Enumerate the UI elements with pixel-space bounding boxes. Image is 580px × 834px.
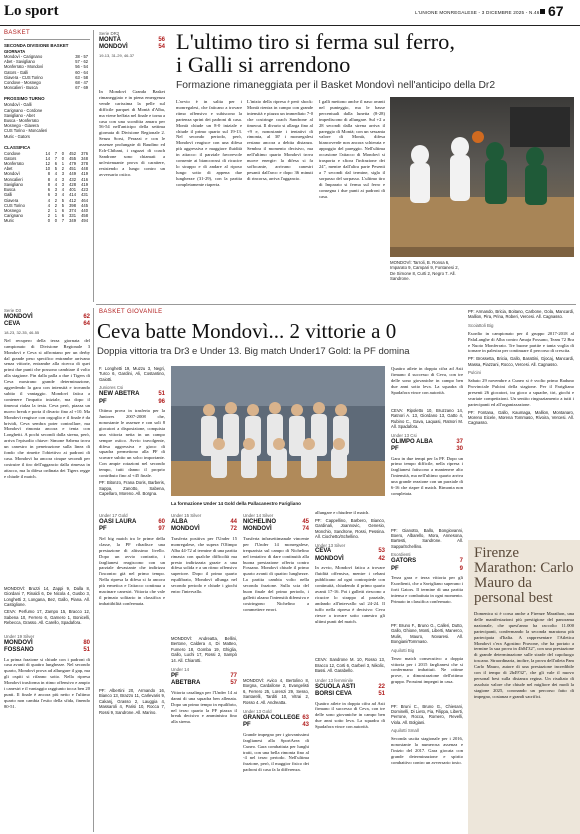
top-story-col-3b: L'inizio della ripresa è però shock: Montà rientra in campo con grande intensità e piazza un immediato 7-0 che costringe coach Sandrone al timeout. Il divario si allarga fino al +9 e, nonostante i tentativi di rimonta, al 30' i monregalesi restano ancora a debita distanza. Sembra il momento decisivo, ma nell'ultimo quarto Mondovì trova nuove energie: la difesa si fa soffocante, arrivano canestri pesanti dall'arco e dopo 36 minuti di rincorsa, arriva l'aggancio. bbox=[247, 99, 313, 181]
table-row: Mondovì - Galli bbox=[4, 102, 32, 108]
kicker-youth: BASKET GIOVANILE bbox=[99, 309, 163, 315]
marathon-sidebox bbox=[468, 540, 580, 834]
youth-col-u17: Under 17 Gold OASI LAURA 60 PF 97 Nel big match tra le prime della classe, la PF ribadisce una prestazione di altissimo livello. Dopo un avvio contratto, i farglianesi reagiscono con un parziale devastante che indirizza l'incontro già nel primo tempo. Nella ripresa la difesa si fa ancora più ermetica e l'attacco continua a macinare canestri. Vittoria che vale il primato solitario in classifica e imbattibilità confermata. PF: Albertini 20, Armando 16, Bianco 13, Brazzo 11, Carlevaris 9, Cakanj, Grasso 2, Lauggia 4, Massaroli 4, Parisi 10, Rocca 7, Rossi 9, Sandrone. All. Marino. bbox=[99, 513, 165, 715]
table-row: Savigliano 8 4 3 428 419 bbox=[4, 181, 88, 187]
next-round-title: PROSSIMO TURNO bbox=[4, 96, 45, 102]
table-row: Gators 14 7 0 455 348 bbox=[4, 155, 88, 161]
youth-subhead: Doppia vittoria tra Dr3 e Under 13. Big match Under17 Gold: la PF domina bbox=[97, 346, 410, 357]
top-story-col-4: I galli mettono anche il naso avanti nel punteggio, ma le basse percentuali dalla lunetta (8-28) impediscono di allungare. Sul +2 a 28 secondi dalla sirena arriva il pareggio di Montà; con un sessanta valore di Montà, difesa biancoverde non ancora schierata e appoggio del pareggio. Nell'ultima occasione l'attacco di Mondovì si trasporta e sfiora l'infrazione dei 24", mentre dall'altra parte Pesenti a 7 secondi dal termine, sigla il sorpasso del sorpasso. L'ultimo tiro di Imparato si ferma sul ferro e consegna i due punti ai padroni di casa. bbox=[319, 99, 385, 199]
standings-column bbox=[4, 31, 90, 224]
standings-table bbox=[4, 151, 90, 224]
table-row: Condove 14 7 0 452 376 bbox=[4, 150, 88, 156]
table-row: Gators - Galli 60 - 64 bbox=[4, 69, 88, 75]
youth-col-u14: Under 14 Silver NICHELINO 45 MONDOVÌ 74 Trasferta infrasettimanale vincente per l'Under 14 monregalese, trequarista sul campo di Nichelino nel tentativo di dare continuità alla buona prestazione offerta contro Fossano. Mondovì chiude il primo quarto avanti di quattro lunghezze. La partita cambia volto nella seconda frazione. Sulla scia del buon finale del primo periodo, i galletti alzano l'intensità difensiva e costringono Nichelino a commettere errori. MONDOVÌ: Avico 4, Bertolino 8, Borgna, Cardallone 2, Evangelisti 6, Ferrero 25, Lorenzi 29, Sesso, Santarelli, Tarditi 10, Vitrai 2, Rosso 4. All. Andreatta. Under 13 Gold GRANDA COLLEGE 63 PF 43 Grande impegno per i giovanissimi farglianesi alla SportArea di Cuneo. Gara combattuta per lunghi tratti, con una bella rimonta fino al -4 nel terzo periodo. Nell'ultima frazione, però, il maggior fisico dei padroni di casa fa la differenza. bbox=[243, 513, 309, 773]
table-row: Abet - Savigliano 57 - 62 bbox=[4, 59, 88, 65]
score-row: MONDOVÌ 54 bbox=[99, 44, 165, 51]
team-photo-under14 bbox=[171, 366, 385, 496]
basketball-game-photo-icon bbox=[390, 97, 574, 257]
next-round-list bbox=[4, 102, 90, 138]
table-row: Abet 10 5 2 451 448 bbox=[4, 166, 88, 172]
results-subtitle: GIORNATA bbox=[4, 48, 26, 54]
table-row: CUS Torino 4 2 5 398 445 bbox=[4, 202, 88, 208]
top-photo-caption: MONDOVÌ: Tarroli, B. Ronsa 6, Imparato 9, Campari 9, Fontanesi 2, De Simone 8, Curti 2, Negro 7. All. Sandrone. bbox=[390, 260, 459, 281]
table-row: Savigliano - Abet bbox=[4, 112, 35, 118]
parziali: 19-13, 31-29, 46-37 bbox=[99, 52, 135, 58]
youth-col-right: allungare e chiudere il match. PF: Cappellino, Barbero, Bianco, Gardinali, Joannovic, Genesio, Monchio, Sandrone, Rossi, Pessina. All. Ciochetto/Schellino. Under 13 Silver CEVA 53 MONDOVÌ 42 In avvio, Mondovì fatica a trovare fluidità offensiva, mentre i cebani pubblicano ad ogni contropiede con continuità, chiudendo il primo quarto avanti 17-16. Poi i galletti riescono a ricucire lo strappo al parziale, andando all'intervallo sul 24-24. Il tuffo nella ripresa è decisivo: Ceva riesce a trovare sotto canestro gli ultimi punti del match. CEVA: Sandrone M. 10, Rosso 13, Bracco 12, Corti 6, Garberi 3, Nikolic, Bassi. All. Garabello. Under 13 femminile SCUOLA ASTI 22 BORSI CEVA 51 Quattro atlete in doppia cifra ad Asti firmano il successo di Ceva, con tre delle sono giovaniche in campo ben due anni sotto leva. La squadra di Spadafora vince con autorità. bbox=[315, 510, 385, 730]
table-row: Mondovì - Carignano 38 - 57 bbox=[4, 54, 88, 60]
table-row: Carignano 2 1 6 331 458 bbox=[4, 213, 88, 219]
youth-col-csi: Quattro atlete in doppia cifra ad Asti firmano il successo di Ceva, con tre delle sono giovaniche in campo ben due anni sotto leva. La squadra di Spadafora vince con autorità. CEVA: Ripoletto 10, Bruzzano 14, Ratnori A. 13, Giordano 13, Gatto 4, Rubino C., Gava, Laquasi, Ratnori M. All. Spadafora. Under 13 Csi OLIMPO ALBA 37 PF 30 Gara in due tempi per la PF. Dopo un primo tempo difficile, nella ripresa i farglianesi fatiscono a mantenere alto l'intensità, ma nell'ultimo quarto arriva una grande reazione con un parziale di 6-16 che riapre il match. Rimonta non completata. PF: Gianotto, Ballo, Bongiovanni, Boero, Albarello, Mora, Annesona, Bartesti, Sandrone. All. Sappa/Schellino. Esordienti GATORS 7 PF 9 Terza gara e terza vittoria per gli Esordienti, che a Savigliano superano i forti Gators. Il termine di una partita intensa e combattuta in ogni momento. Primato in classifica confermato. PF: Bruno F., Bruno G., Calleri, Dutto, Gallo, Ghione, Monti, Liberti, Manerco, Mulis, Mauro, Novaresi. All. Bongiani/Tommaso. Aquilotti Big Terzo match consecutivo a doppia vittoria per i 2015 farglianesi che si confermano imbattuti. Ne ottime prove, a dimostrazione dell'ottimo gruppo. Prossimi impegni in casa. PF: Bruni C., Bruno G., Chiesani, Dominelli, Di Lieto, Fia, Filippa, Liberti, Perrone, Rocca, Romero, Revelli, Viola. All. Bolgiani. Aquilotti Small Seconda uscita stagionale per i 2016, nonostante la numerosa assenza e l'inizio del 2017. Gara giocata con grande determinazione e spirito combattivo contro un avversario tosto. bbox=[391, 366, 463, 765]
table-row: Muric 0 0 7 349 494 bbox=[4, 218, 88, 224]
youth-middle-col: F. Longhetti 19, Muzzu 3, Negri, Turco 6, Gardini, Ali, Costantino, Gaiotti. Juniores Csi NEW ABETRA 51 PF 96 Ottima prova in trasferta per la Juniores 2007-2008 che, nonostante le assenze e con soli 8 giocatori a disposizione, conquista una vittoria netta in un campo sempre ostico. Avvio travolgente, difesa aggressiva e gioco di squadra permettono alla PF di scavare subito un solco importante. Con ampie rotazioni nel secondo tempo, tutti danno il proprio contributo fino al +45 finale. PF: Bitonzo, Frana Doris, Barberis, Sappa, Zanotto, Sabena, Capellaro, Moreno. All. Borgna. bbox=[99, 366, 165, 496]
table-row: Moncalieri - Busca 67 - 69 bbox=[4, 85, 88, 91]
top-subhead: Formazione rimaneggiata per il Basket Mondovì nell'anticipo della Dr2 bbox=[176, 80, 496, 91]
score-row: MONTÀ 56 bbox=[99, 36, 165, 43]
table-row: Mosnego - Giavera bbox=[4, 123, 39, 129]
team-photo-top bbox=[390, 97, 574, 257]
table-row: Moncalieri 8 4 3 432 416 bbox=[4, 176, 88, 182]
youth-photo-caption: La formazione Under 14 Gold della Pallacanestro Farigliano bbox=[171, 501, 301, 506]
table-row: Condove - Mosnego 68 - 47 bbox=[4, 80, 88, 86]
top-story-col-2: L'avvio è in salita per i monregalesi, che faticano a trovare ritmo offensivo e subiscono la partenza sprint dei padroni di casa. Montà chiude un 8-0 iniziale e chiude il primo quarto sul 19-13. Nel secondo periodo, però, Mondovì reagisce con una difesa più aggressiva e maggiore fluidità in attacco: il parziale favorevole consente ai biancorossi di ricucire lo strappo e di andare al riposo lungo sotto di appena due lunghezze (31-29), con la partita completamente riaperta. bbox=[176, 99, 242, 187]
results-title: SECONDA DIVISIONE BASKET bbox=[4, 42, 69, 48]
results-list bbox=[4, 54, 90, 90]
table-row: Galli 6 3 4 414 431 bbox=[4, 192, 88, 198]
top-headline: L'ultimo tiro si ferma sul ferro, i Galli si arrendono bbox=[176, 29, 455, 77]
table-row: Monferrato 12 6 1 479 378 bbox=[4, 161, 88, 167]
issue-info: L'UNIONE MONREGALESE - 3 DICEMBRE 2025 - N.46 bbox=[415, 10, 540, 15]
youth-headline: Ceva batte Mondovì... 2 vittorie a 0 bbox=[97, 319, 397, 343]
table-row: Muric - Gators bbox=[4, 133, 30, 139]
sidebox-title: Firenze Marathon: Carlo Mauro da personal best bbox=[474, 545, 574, 606]
table-row: Busca 6 3 4 401 423 bbox=[4, 187, 88, 193]
section-title: Lo sport bbox=[4, 3, 59, 19]
youth-col-u15: Under 15 Silver ALBA 44 MONDOVÌ 72 Trasferta positiva per l'Under 15 monregalese, che supera l'Olimpo Alba 44-72 al termine di una partita rimasta con qualche difficoltà ma presto indirizzata grazie a una difesa solida e a un ritmo offensivo superiore. Dopo il primo quarto equilibrato, Mondovì allunga nel secondo periodo e chiude i giochi entro l'intervallo. MONDOVÌ: Andreatta, Bellini, Bertone, Caldera 4, Di Matteo, Fumero 18, Gomba 19, Ghiglia, Gallo, Luchi 17, Rossi 2, Sampò 14. All. Chiarotti. Under 14 PF 77 ABETBRA 57 Vittoria casalinga per l'Under 14 ai danni di una squadra ben allenata. Dopo un primo tempo in equilibrio, nel terzo quarto la PF piazza il break decisivo e amministra fino alla sirena. bbox=[171, 513, 237, 725]
page-header bbox=[0, 0, 580, 26]
table-row: Giavera - CUS Torino 63 - 58 bbox=[4, 74, 88, 80]
team-group-photo-icon bbox=[171, 366, 385, 496]
table-row: Giavera 4 2 5 412 464 bbox=[4, 197, 88, 203]
table-row: Monferrato - Mondovì 56 - 54 bbox=[4, 64, 88, 70]
page-marker-icon bbox=[540, 9, 545, 14]
top-score-box bbox=[99, 31, 165, 61]
table-row: Carignano - Cordone bbox=[4, 107, 43, 113]
sidebox-text: Domenica si è corsa anche a Firenze Marathon, una delle manifestazioni più prestigiose del panorama nazionale, che quest'anno ha raccolto 11.000 partecipanti, confermando la seconda maratona più partecipata d'Italia. A rappresentare l'Atletica Mondovì c'era Agostino Pravone, che ha portato a termine la sua prova in 4h04'32", con una prestazione di grande determinazione sulle strade del capoluogo toscano. Straordinaria, inoltre, la prova dell'atleta Pam Carlo Mauro, autore di una prestazione incredibile con il tempo di 2h49'32", che gli vale il nuovo personal best sulla distanza regina. Un risultato di assoluto valore che chiude nel migliore dei modi la stagione 2025, coronando un percorso fatto di impegno, costanza e grandi sacrifici. bbox=[474, 611, 574, 699]
kicker-basket: BASKET bbox=[4, 30, 31, 36]
top-story-col-1: In Mondovì Granda Basket rimaneggiato e in piena emergenza vende carissima la pelle sul difficile parquet di Montà d'Alba, ma viene beffata nel finale e torna a casa con una sconfitta amara per 56-54 nell'anticipo della settima giornata di Divisione Regionale 2. Senza Sorsi, Perazzi e con le assenze prolungate di Baudino ed Ech-Chibani, i ragazzi di coach Sandrone sono chiamati a un'estenuante prova di carattere, resistendo a lungo contro un avversario ostico. bbox=[99, 89, 165, 177]
youth-col-far-right: PF: Armando, Bricia, Boitano, Carbone, Gola, Mancardi, Mallion, Pira, Prina, Roberi, Vercesi. All. Cagnasso. Scoiattoli Big Esordio in campionato per il gruppo 2017-2018 al PalaLanghe di Alba contro Amaja Fossano, Team 72 Bra e Nuoto Monferrato. Tre buone partite e tanta voglia di tornare in palestra per continuare il percorso di crescita. PF: Brossetta, Bricia, Gallo, Barattini, Gjocaj, Mancardi, Massa, Piazzani, Rocco, Vercesi. All. Cagnasso. Pulcini Sabato 29 novembre a Cuneo si è svolto primo Raduno Provinciale Pulcini della stagione. Per il Farigliano presenti 26 giocatori, tra gioco a squadre, tiri, giochi e svariate competizioni. Un sentito ringraziamento a tutti i partecipanti ed all'organizzazione. PF: Fontana, Gallo, Kaumaga, Mallion, Montanaro, Moreno Eicele, Morena Tommaso, Rivoira, Vercesi. All. Cagnasso. bbox=[468, 309, 574, 426]
table-row: CUS Torino - Moncalieri bbox=[4, 128, 48, 134]
standings-table-title: CLASSIFICA bbox=[4, 144, 31, 150]
page-number: 67 bbox=[548, 3, 564, 19]
game-category: Serie DR2 bbox=[99, 31, 120, 36]
table-row: Mosnego 2 1 6 374 440 bbox=[4, 207, 88, 213]
youth-left-column: Serie D3 MONDOVÌ 62 CEVA 64 18-23, 32-35, 46-55 Nel recupero della terza giornata del campionato di Divisione Regionale 3 Mondovì e Ceva si affrontano per un derby dal grande peso specifico entrambe arrivano senza vittorie, entrambe alla ricerca di quei primi due punti che possono cambiare il volto alla stagione. Fin dalla palla a due i Tigers di Ceva mostrano grande determinazione, aggredendo la gara con intensità e trovando subito il vantaggio. Mondovì fatica a contenere l'impatto iniziale, ma dopo il timeout rialza la testa. Ceva però, piazza un nuovo break e porta il divario fino al +10. Ma Mondovì reagisce con orgoglio e il finale è da brividi, Ceva sembra poter controllare, ma Mondovì rimonta ancora e tenta con Longhetti. A pochi secondi dalla sirena, però, arriva l'episodio chiave: Simone Sabena trova un canestro in penetrazione sulla linea di fondo che rimette l'obiettivo ai padroni di casa. Mondovì ha ancora cinque secondi per costruire il tiro dell'aggancio dalla rimessa in attacco, ma la difesa ordinata dei Tigers regge e chiude il match. MONDOVÌ: Bruzzi 14, Zappi 9, Dalla 8, Giordani 7, Rinaldi 6, De Nicola 4, Gusbo 3, Longhetti 2, Longana, Bez, Gallo, Piana. All. Castiglione. CEVA: Perfumo 17, Zampo 15, Bracco 12, Sabena 10, Ferrero 6, Garnero 1, Bonicelli, Rebecca, Grasso. All. Carello, Spadafora. Under 19 Silver MONDOVÌ 80 FOSSANO 51 La prima frazione si chiude con i padroni di casa avanti di quattro lunghezze. Nel secondo quarto, Mondovì prova ad allungare il gap, ma gli ospiti si rifanno sotto. Nella ripresa Mondovì trasforma in ritmo offensivo e ampio i canestri e il vantaggio raggiunto tocca ben 20 punti. Il finale è ancora più netto e l'ultimo quarto non cambia l'esito della sfida, finendo 80-51. bbox=[4, 308, 90, 709]
table-row: Mondovì 8 4 3 449 419 bbox=[4, 171, 88, 177]
table-row: Busca - Monferrato bbox=[4, 117, 39, 123]
